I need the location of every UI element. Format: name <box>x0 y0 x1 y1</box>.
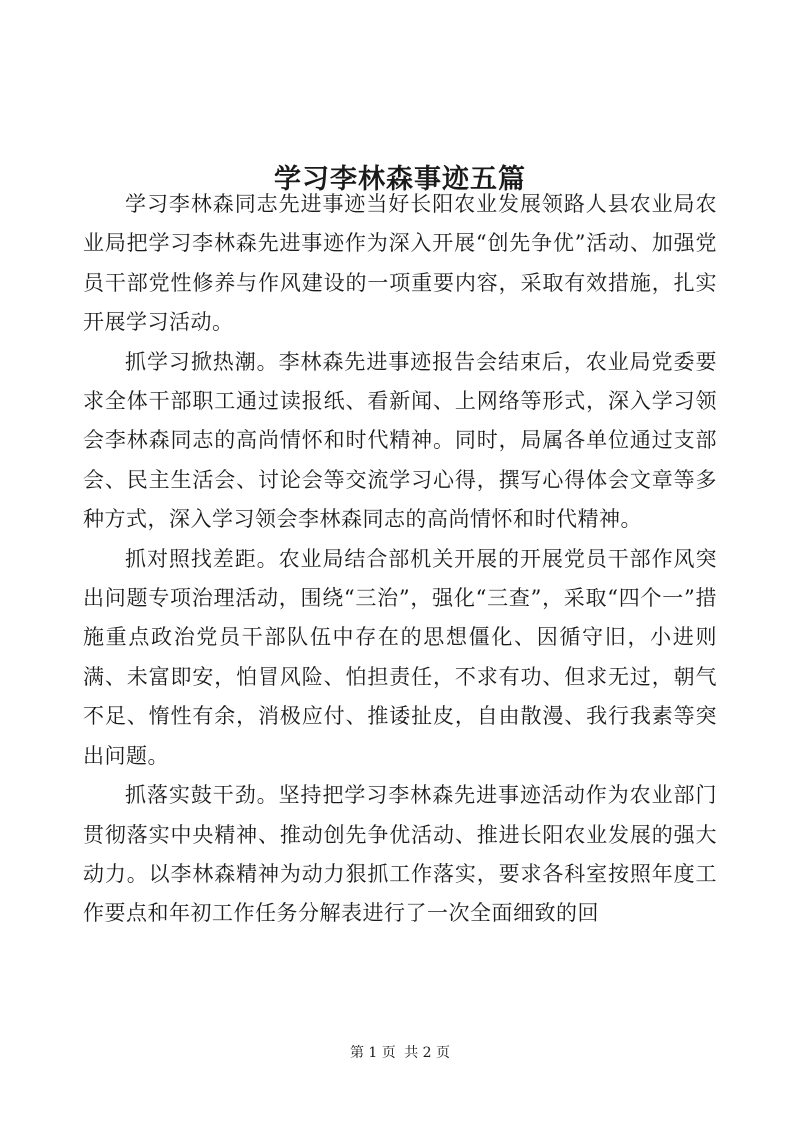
page-footer <box>0 1043 800 1063</box>
page-number: 第 1 页 <box>349 1045 396 1061</box>
paragraph-intro: 学习李林森同志先进事迹当好长阳农业发展领路人县农业局农业局把学习李林森先进事迹作为深入开展“创先争优”活动、加强党员干部党性修养与作风建设的一项重要内容，采取有效措施，扎实开展学习活动。 <box>83 192 717 335</box>
paragraph-compare: 抓对照找差距。农业局结合部机关开展的开展党员干部作风突出问题专项治理活动，围绕“三治”，强化“三查”，采取“四个一”措施重点政治党员干部队伍中存在的思想僵化、因循守旧，小进则满、未富即安，怕冒风险、怕担责任，不求有功、但求无过，朝气不足、惰性有余，消极应付、推诿扯皮，自由散漫、我行我素等突出问题。 <box>83 546 717 768</box>
paragraph-implement: 抓落实鼓干劲。坚持把学习李林森先进事迹活动作为农业部门贯彻落实中央精神、推动创先争优活动、推进长阳农业发展的强大动力。以李林森精神为动力狠抓工作落实，要求各科室按照年度工作要点和年初工作任务分解表进行了一次全面细致的回 <box>83 783 717 926</box>
document-body <box>83 185 717 934</box>
page-total: 共 2 页 <box>404 1045 451 1061</box>
paragraph-study: 抓学习掀热潮。李林森先进事迹报告会结束后，农业局党委要求全体干部职工通过读报纸、看新闻、上网络等形式，深入学习领会李林森同志的高尚情怀和时代精神。同时，局属各单位通过支部会、民主生活会、讨论会等交流学习心得，撰写心得体会文章等多种方式，深入学习领会李林森同志的高尚情怀和时代精神。 <box>83 349 717 532</box>
document-title: 学习李林森事迹五篇 <box>274 164 526 196</box>
